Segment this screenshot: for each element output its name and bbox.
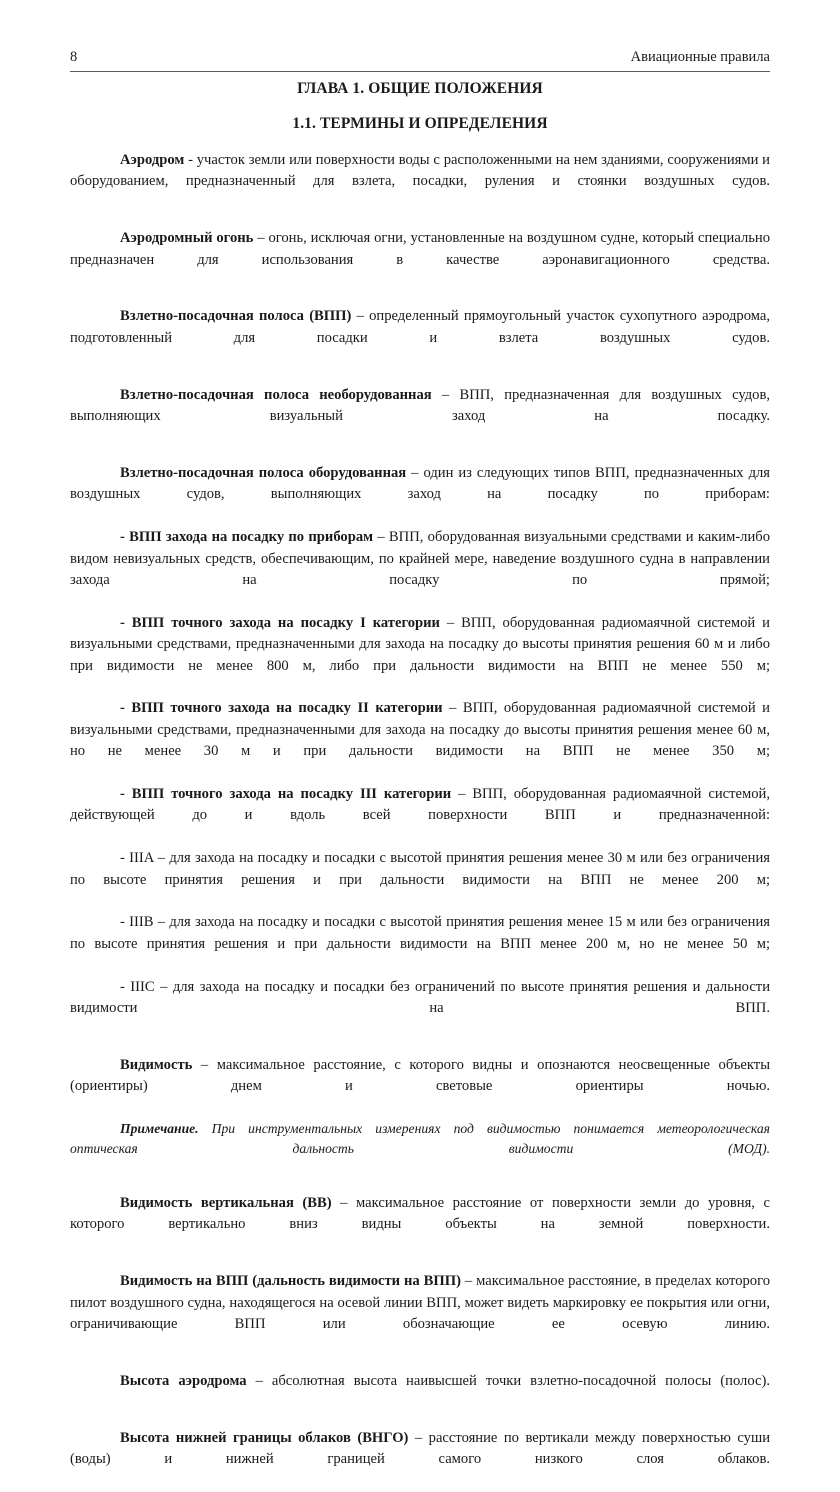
definition-body: – ВПП, оборудованная визуальными средствами и каким-либо видом невизуальных средств, обеспечивающим, по крайней мере, наведение воздушного судна в направлении захода на посадку по прямой; [70,529,770,588]
definition-term: Аэродром [120,152,185,168]
definition-term: Видимость [120,1056,193,1073]
definition-paragraph [70,1193,770,1257]
definition-body: - IIIB – для захода на посадку и посадки с высотой принятия решения менее 15 м или без ограничения по высоте принятия решения и при дальности видимости на ВПП менее 200 м, но не менее 50 м; [70,914,770,952]
definition-paragraph [70,912,770,976]
definition-body: – ВПП, оборудованная радиомаячной системой, действующей до и вдоль всей поверхности ВПП и предназначенной: [70,785,770,824]
definition-body: – максимальное расстояние, с которого видны и опознаются неосвещенные объекты (ориентиры) днем и световые ориентиры ночью. [70,1056,770,1095]
body-text [70,150,770,1492]
definition-term: Видимость вертикальная (ВВ) [120,1195,332,1212]
definition-body: – ВПП, оборудованная радиомаячной системой и визуальными средствами, предназначенными для захода на посадку до высоты принятия решения 60 м и либо при видимости не менее 800 м, либо при дальности видимости на ВПП не менее 550 м; [70,614,770,674]
definition-paragraph [70,784,770,848]
definition-term: Взлетно-посадочная полоса необорудованная [120,386,432,403]
definition-body: – максимальное расстояние от поверхности земли до уровня, с которого вертикально вниз видны объекты на земной поверхности. [70,1195,770,1233]
definition-term: Высота аэродрома [120,1372,247,1389]
definition-term: Видимость на ВПП (дальность видимости на ВПП) [120,1273,461,1290]
definition-paragraph [70,306,770,370]
definition-term: Аэродромный огонь [120,230,254,247]
definition-term: Высота нижней границы облаков (ВНГО) [120,1429,409,1446]
definition-term: - ВПП точного захода на посадку II категории [120,700,443,717]
definition-body: - IIIA – для захода на посадку и посадки с высотой принятия решения менее 30 м или без ограничения по высоте принятия решения и при дальности видимости на ВПП не менее 200 м; [70,850,770,888]
definition-paragraph [70,150,770,214]
definition-paragraph [70,228,770,292]
definition-body: - участок земли или поверхности воды с расположенными на нем зданиями, сооружениями и оборудованием, предназначенный для взлета, посадки, руления и стоянки воздушных судов. [70,152,770,190]
definition-body: – определенный прямоугольный участок сухопутного аэродрома, подготовленный для посадки и взлета воздушных судов. [70,308,770,346]
definition-term: Взлетно-посадочная полоса (ВПП) [120,308,352,325]
definition-term: - ВПП точного захода на посадку I категории [120,614,440,631]
page-number: 8 [70,49,78,65]
definition-paragraph [70,1271,770,1357]
definition-paragraph [70,698,770,784]
section-heading: 1.1. ТЕРМИНЫ И ОПРЕДЕЛЕНИЯ [292,115,548,132]
definition-body: – расстояние по вертикали между поверхностью суши (воды) и нижней границей самого низкого слоя облаков. [70,1429,771,1468]
definition-term: Примечание. [120,1121,199,1137]
definition-paragraph [70,1371,770,1414]
definition-term: Взлетно-посадочная полоса оборудованная [120,464,407,481]
definition-body: При инструментальных измерениях под видимостью понимается метеорологическая оптическая дальность видимости (МОД). [70,1121,770,1157]
running-head [70,48,770,66]
definition-body: – огонь, исключая огни, установленные на воздушном судне, который специально предназначен для использования в качестве аэронавигационного средства. [70,230,770,268]
definition-term: - ВПП точного захода на посадку III категории [120,785,452,802]
definition-paragraph [70,385,770,449]
definition-paragraph [70,1428,770,1492]
definition-body: – ВПП, предназначенная для воздушных судов, выполняющих визуальный заход на посадку. [70,386,770,425]
definition-body: – один из следующих типов ВПП, предназначенных для воздушных судов, выполняющих заход на посадку по приборам: [70,464,770,503]
definition-paragraph [70,1119,770,1179]
definition-paragraph [70,977,770,1041]
definition-body: – абсолютная высота наивысшей точки взлетно-посадочной полосы (полос). [246,1372,770,1389]
chapter-heading: ГЛАВА 1. ОБЩИЕ ПОЛОЖЕНИЯ [297,80,543,97]
definition-body: – ВПП, оборудованная радиомаячной системой и визуальными средствами, предназначенными для захода на посадку до высоты принятия решения менее 60 м, но не менее 30 м и при дальности видимости на ВПП не менее 350 м; [70,700,770,760]
definition-body: - IIIC – для захода на посадку и посадки без ограничений по высоте принятия решения и дальности видимости на ВПП. [70,978,770,1017]
header-rule [70,71,770,72]
definition-term: - ВПП захода на посадку по приборам [120,529,374,546]
definition-paragraph [70,613,770,699]
definition-paragraph [70,848,770,912]
definition-paragraph [70,1055,770,1119]
definition-paragraph [70,463,770,527]
definition-body: – максимальное расстояние, в пределах которого пилот воздушного судна, находящегося на осевой линии ВПП, может видеть маркировку ее покрытия или огни, ограничивающие ВПП или обозначающие ее осевую линию. [70,1273,771,1333]
definition-paragraph [70,527,770,613]
document-title: Авиационные правила [630,49,770,65]
